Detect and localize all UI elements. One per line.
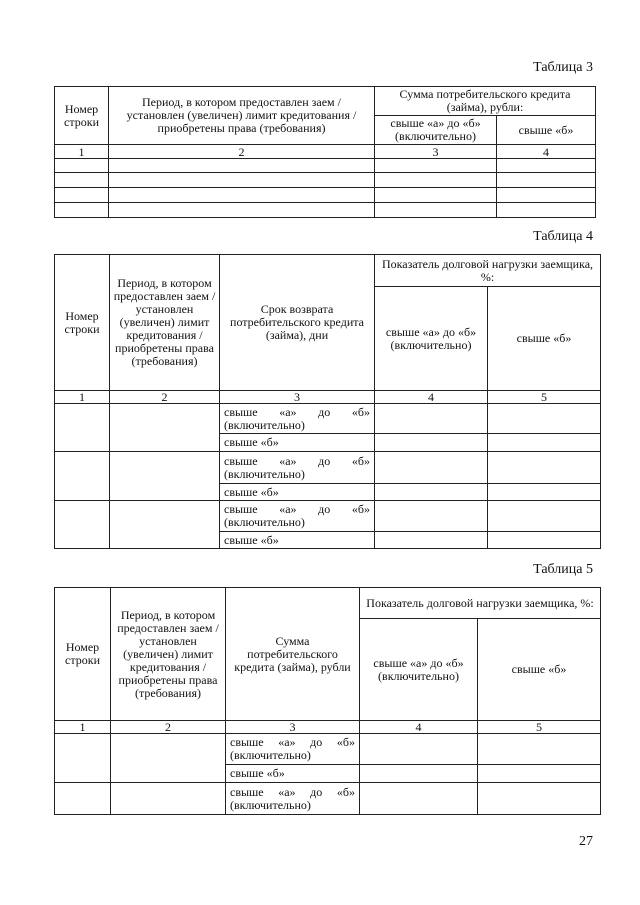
table5-row-a-to-b: свыше «а» до «б» (включительно) <box>226 734 360 765</box>
table-cell <box>488 434 601 452</box>
table-row <box>55 173 596 188</box>
table-row <box>55 783 601 815</box>
table-row <box>55 188 596 203</box>
table-row <box>55 159 596 173</box>
table-cell <box>360 765 478 783</box>
table-cell <box>110 452 220 501</box>
table-row <box>55 203 596 218</box>
table4-row-a-to-b: свыше «а» до «б» (включительно) <box>220 452 375 484</box>
table4-colnum: 1 <box>55 391 110 404</box>
table4-header-over-b: свыше «б» <box>488 287 601 391</box>
table-cell <box>110 404 220 452</box>
table-cell <box>488 452 601 484</box>
table-cell <box>497 173 596 188</box>
table-cell <box>111 783 226 815</box>
table-cell <box>375 434 488 452</box>
table4-row-a-to-b: свыше «а» до «б» (включительно) <box>220 501 375 532</box>
table-cell <box>55 203 109 218</box>
table-cell <box>497 203 596 218</box>
table4 <box>54 254 601 549</box>
table3-header-period: Период, в котором предоставлен заем / установлен (увеличен) лимит кредитования / приобретены права (требования) <box>109 87 375 145</box>
table3-colnum: 4 <box>497 145 596 159</box>
table-cell <box>375 404 488 434</box>
table-cell <box>109 159 375 173</box>
table4-header-row-number: Номер строки <box>55 255 110 391</box>
table-row <box>55 404 601 434</box>
table-cell <box>375 501 488 532</box>
table5-header-period: Период, в котором предоставлен заем /установлен (увеличен) лимит кредитования / приобретены права (требования) <box>111 588 226 721</box>
table4-header-term: Срок возврата потребительского кредита (займа), дни <box>220 255 375 391</box>
table-cell <box>360 783 478 815</box>
table3-colnum: 1 <box>55 145 109 159</box>
table4-row-over-b: свыше «б» <box>220 484 375 501</box>
table5-caption: Таблица 5 <box>533 562 593 577</box>
table5 <box>54 587 601 815</box>
table-cell <box>375 532 488 549</box>
table-cell <box>55 452 110 501</box>
table-cell <box>55 404 110 452</box>
table-cell <box>375 173 497 188</box>
table5-header-over-b: свыше «б» <box>478 619 601 721</box>
table4-colnum: 2 <box>110 391 220 404</box>
table-cell <box>110 501 220 549</box>
table4-header-period: Период, в котором предоставлен заем / установлен (увеличен) лимит кредитования / приобретены права (требования) <box>110 255 220 391</box>
table5-colnum: 5 <box>478 721 601 734</box>
table-cell <box>55 173 109 188</box>
table-cell <box>375 452 488 484</box>
page-number: 27 <box>579 834 593 849</box>
table-cell <box>55 159 109 173</box>
table4-colnum: 3 <box>220 391 375 404</box>
table-cell <box>488 404 601 434</box>
table4-colnum: 4 <box>375 391 488 404</box>
table4-caption: Таблица 4 <box>533 229 593 244</box>
table-cell <box>488 484 601 501</box>
table3-header-row-number: Номер строки <box>55 87 109 145</box>
table3-header-sum: Сумма потребительского кредита (займа), рубли: <box>375 87 596 116</box>
table5-header-debt-load: Показатель долговой нагрузки заемщика, %: <box>360 588 601 619</box>
table5-header-a-to-b: свыше «а» до «б» (включительно) <box>360 619 478 721</box>
table-cell <box>55 783 111 815</box>
table-row <box>55 734 601 765</box>
table4-row-over-b: свыше «б» <box>220 532 375 549</box>
table3-header-over-b: свыше «б» <box>497 116 596 145</box>
table-cell <box>109 188 375 203</box>
table4-row-a-to-b: свыше «а» до «б» (включительно) <box>220 404 375 434</box>
table-cell <box>478 783 601 815</box>
table-cell <box>488 501 601 532</box>
table5-row-over-b: свыше «б» <box>226 765 360 783</box>
table4-row-over-b: свыше «б» <box>220 434 375 452</box>
table-cell <box>55 501 110 549</box>
table5-header-row-number: Номер строки <box>55 588 111 721</box>
table5-colnum: 1 <box>55 721 111 734</box>
table-cell <box>55 188 109 203</box>
table-cell <box>375 484 488 501</box>
table4-header-a-to-b: свыше «а» до «б» (включительно) <box>375 287 488 391</box>
table5-row-a-to-b: свыше «а» до «б» (включительно) <box>226 783 360 815</box>
table5-colnum: 2 <box>111 721 226 734</box>
table3-colnum: 3 <box>375 145 497 159</box>
table5-header-sum: Сумма потребительского кредита (займа), рубли <box>226 588 360 721</box>
table-cell <box>111 734 226 783</box>
table4-header-debt-load: Показатель долговой нагрузки заемщика, %: <box>375 255 601 287</box>
table5-colnum: 4 <box>360 721 478 734</box>
table-cell <box>497 188 596 203</box>
table-cell <box>55 734 111 783</box>
table-cell <box>497 159 596 173</box>
table-cell <box>375 203 497 218</box>
table-cell <box>375 159 497 173</box>
table3-caption: Таблица 3 <box>533 60 593 75</box>
table-row <box>55 452 601 484</box>
table-cell <box>488 532 601 549</box>
table-cell <box>109 173 375 188</box>
table-cell <box>360 734 478 765</box>
table3-header-a-to-b: свыше «а» до «б» (включительно) <box>375 116 497 145</box>
table-row <box>55 501 601 532</box>
table5-colnum: 3 <box>226 721 360 734</box>
table-cell <box>478 765 601 783</box>
table-cell <box>478 734 601 765</box>
table4-colnum: 5 <box>488 391 601 404</box>
table-cell <box>109 203 375 218</box>
table3 <box>54 86 596 218</box>
table3-colnum: 2 <box>109 145 375 159</box>
table-cell <box>375 188 497 203</box>
